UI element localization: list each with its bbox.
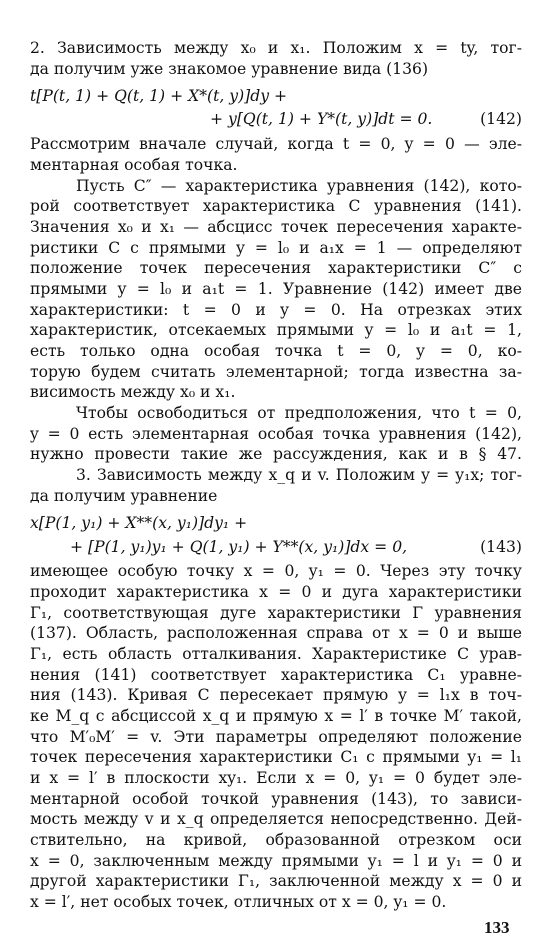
text-line: Значения x₀ и x₁ — абсцисс точек пересечения характе- <box>30 218 522 237</box>
text-line: ментарная особая точка. <box>30 156 238 175</box>
text-line: (137). Область, расположенная справа от x = 0 и выше <box>30 624 522 643</box>
formula-line: t[P(t, 1) + Q(t, 1) + X*(t, y)]dy + <box>30 87 288 106</box>
text-line: что M′₀M′ = v. Эти параметры определяют положение <box>30 727 522 746</box>
text-line: положение точек пересечения характеристики C″ с <box>30 259 522 278</box>
text-line: Γ₁, соответствующая дуге характеристики Γ уравнения <box>30 603 522 622</box>
equation-number: (142) <box>480 109 522 128</box>
text-line: да получим уже знакомое уравнение вида (136) <box>30 59 429 78</box>
text-line: мость между v и x_q определяется непосредственно. Дей- <box>30 810 522 829</box>
text-line: нужно провести такие же рассуждения, как и в § 47. <box>30 445 522 464</box>
text-line: да получим уравнение <box>30 486 218 505</box>
text-line: 3. Зависимость между x_q и v. Положим y = y₁x; тог- <box>76 466 522 484</box>
text-line: ствительно, на кривой, образованной отрезком оси <box>30 831 522 850</box>
text-line: и x = l′ в плоскости xy₁. Если x = 0, y₁ = 0 будет эле- <box>30 769 522 788</box>
text-line: имеющее особую точку x = 0, y₁ = 0. Через эту точку <box>30 562 522 581</box>
text-line: Γ₁, есть область отталкивания. Характеристике C урав- <box>30 645 522 664</box>
text-line: проходит характеристика x = 0 и дуга характеристики <box>30 583 522 602</box>
text-line: ристики C с прямыми y = l₀ и a₁x = 1 — определяют <box>30 238 522 257</box>
text-line: есть только одна особая точка t = 0, y = 0, ко- <box>30 342 522 361</box>
text-line: торую будем считать элементарной; тогда известна за- <box>30 362 522 381</box>
text-line: x = 0, заключенным между прямыми y₁ = l и y₁ = 0 и <box>30 851 522 870</box>
text-line: Чтобы освободиться от предположения, что t = 0, <box>76 404 522 423</box>
text-line: рой соответствует характеристика C уравнения (141). <box>30 197 522 216</box>
formula-line: + [P(1, y₁)y₁ + Q(1, y₁) + Y**(x, y₁)]dx = 0, <box>70 538 408 557</box>
text-line: x = l′, нет особых точек, отличных от x = 0, y₁ = 0. <box>30 893 447 911</box>
text-line: характеристик, отсекаемых прямыми y = l₀ и a₁t = 1, <box>30 321 522 340</box>
page-number: 133 <box>484 918 510 937</box>
text-line: висимость между x₀ и x₁. <box>30 383 236 402</box>
text-line: нения (141) соответствует характеристика C₁ уравне- <box>30 665 522 684</box>
text-line: характеристики: t = 0 и y = 0. На отрезках этих <box>30 300 522 319</box>
text-line: точек пересечения характеристики C₁ с прямыми y₁ = l₁ <box>30 748 522 767</box>
text-line: ке M_q с абсциссой x_q и прямую x = l′ в точке M′ такой, <box>30 707 522 726</box>
text-line: Рассмотрим вначале случай, когда t = 0, y = 0 — эле- <box>30 135 522 154</box>
equation-number: (143) <box>480 538 522 557</box>
text-line: 2. Зависимость между x₀ и x₁. Положим x = ty, тог- <box>30 39 522 57</box>
text-line: другой характеристики Γ₁, заключенной между x = 0 и <box>30 872 522 891</box>
text-line: y = 0 есть элементарная особая точка уравнения (142), <box>30 424 522 443</box>
text-line: ментарной особой точкой уравнения (143), то зависи- <box>30 789 522 808</box>
text-line: прямыми y = l₀ и a₁t = 1. Уравнение (142) имеет две <box>30 280 522 299</box>
text-line: Пусть C″ — характеристика уравнения (142), кото- <box>76 176 522 195</box>
formula-line: x[P(1, y₁) + X**(x, y₁)]dy₁ + <box>30 514 248 533</box>
formula-line: + y[Q(t, 1) + Y*(t, y)]dt = 0. <box>210 109 433 128</box>
text-line: ния (143). Кривая C пересекает прямую y = l₁x в точ- <box>30 686 522 705</box>
